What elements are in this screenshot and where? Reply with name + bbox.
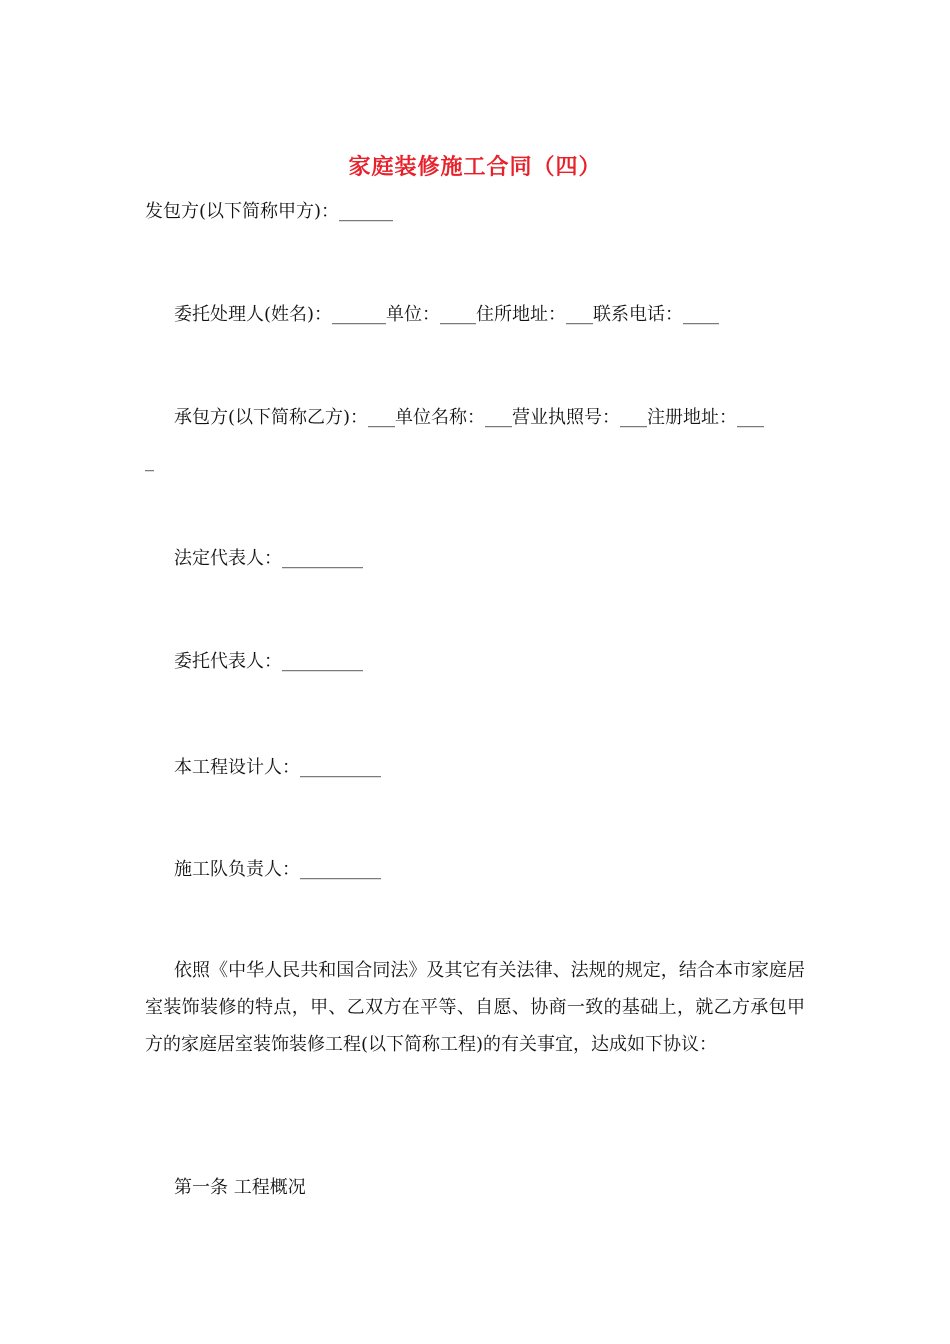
party-a-line: 发包方(以下简称甲方)：______ (145, 201, 394, 222)
designer-line: 本工程设计人：_________ (174, 757, 381, 778)
agent-line: 委托处理人(姓名)：______单位：____住所地址：___联系电话：____ (174, 304, 720, 325)
preamble-paragraph: 依照《中华人民共和国合同法》及其它有关法律、法规的规定，结合本市家庭居室装饰装修的特点，甲、乙双方在平等、自愿、协商一致的基础上，就乙方承包甲方的家庭居室装饰装修工程(以下简称工程)的有关事宜，达成如下协议： (145, 960, 805, 1055)
legal-representative-line: 法定代表人：_________ (174, 548, 363, 569)
document-title: 家庭装修施工合同（四） (348, 154, 602, 180)
entrusted-representative-line: 委托代表人：_________ (174, 651, 363, 672)
party-b-line-continuation: _ (145, 451, 154, 472)
article-1-heading: 第一条 工程概况 (174, 1177, 306, 1198)
party-b-line: 承包方(以下简称乙方)：___单位名称：___营业执照号：___注册地址：___ (174, 407, 765, 428)
team-leader-line: 施工队负责人：_________ (174, 859, 381, 880)
